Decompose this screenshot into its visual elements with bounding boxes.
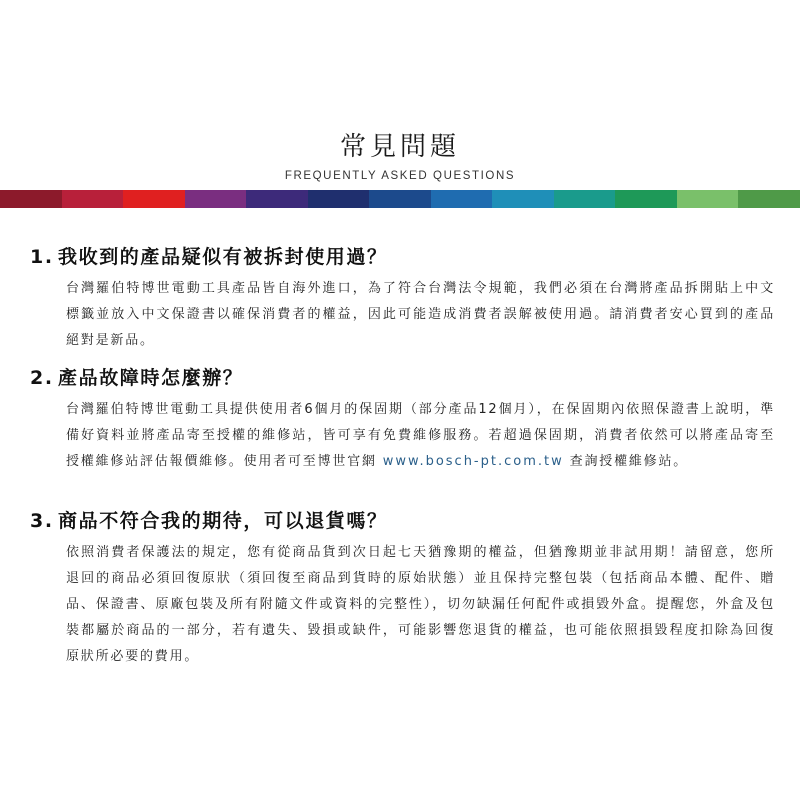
- question-number: 2.: [30, 367, 54, 389]
- faq-header: [0, 130, 800, 182]
- color-band-segment: [492, 190, 554, 208]
- faq-answer: 台灣羅伯特博世電動工具產品皆自海外進口，為了符合台灣法令規範，我們必須在台灣將產品拆開貼上中文標籤並放入中文保證書以確保消費者的權益，因此可能造成消費者誤解被使用過。請消費者安心買到的產品絕對是新品。: [66, 281, 775, 348]
- question-text: 產品故障時怎麼辦？: [58, 367, 244, 389]
- faq-answer: 依照消費者保護法的規定，您有從商品貨到次日起七天猶豫期的權益，但猶豫期並非試用期！請留意，您所退回的商品必須回復原狀（須回復至商品到貨時的原始狀態）並且保持完整包裝（包括商品本體、配件、贈品、保證書、原廠包裝及所有附隨文件或資料的完整性），切勿缺漏任何配件或損毀外盒。提醒您，外盒及包裝都屬於商品的一部分，若有遺失、毀損或缺件，可能影響您退貨的權益，也可能依照損毀程度扣除為回復原狀所必要的費用。: [66, 545, 775, 664]
- faq-question: [30, 508, 775, 534]
- bosch-website-link[interactable]: www.bosch-pt.com.tw: [382, 454, 564, 469]
- answer-text: 台灣羅伯特博世電動工具提供使用者6個月的保固期（部分產品12個月），在保固期內依照保證書上說明，準備好資料並將產品寄至授權的維修站，皆可享有免費維修服務。若超過保固期，消費者依然可以將產品寄至授權維修站評估報價維修。使用者可至博世官網: [66, 402, 775, 469]
- color-band-segment: [246, 190, 308, 208]
- faq-answer: [66, 397, 775, 475]
- color-band-segment: [369, 190, 431, 208]
- color-band: [0, 190, 800, 208]
- question-text: 商品不符合我的期待，可以退貨嗎？: [58, 510, 388, 532]
- color-band-segment: [615, 190, 677, 208]
- faq-question: [30, 365, 775, 391]
- question-number: 1.: [30, 246, 54, 268]
- color-band-segment: [554, 190, 616, 208]
- faq-item-3: [30, 508, 775, 670]
- faq-item-2: [30, 365, 775, 475]
- color-band-segment: [185, 190, 247, 208]
- page-title: 常見問題: [339, 132, 460, 162]
- color-band-segment: [0, 190, 62, 208]
- question-text: 我收到的產品疑似有被拆封使用過？: [58, 246, 388, 268]
- question-number: 3.: [30, 510, 54, 532]
- color-band-segment: [677, 190, 739, 208]
- color-band-segment: [123, 190, 185, 208]
- color-band-segment: [62, 190, 124, 208]
- color-band-segment: [431, 190, 493, 208]
- color-band-segment: [738, 190, 800, 208]
- color-band-segment: [308, 190, 370, 208]
- page-subtitle: FREQUENTLY ASKED QUESTIONS: [284, 170, 516, 182]
- answer-text: 查詢授權維修站。: [563, 454, 689, 469]
- faq-question: [30, 244, 775, 270]
- faq-item-1: [30, 244, 775, 354]
